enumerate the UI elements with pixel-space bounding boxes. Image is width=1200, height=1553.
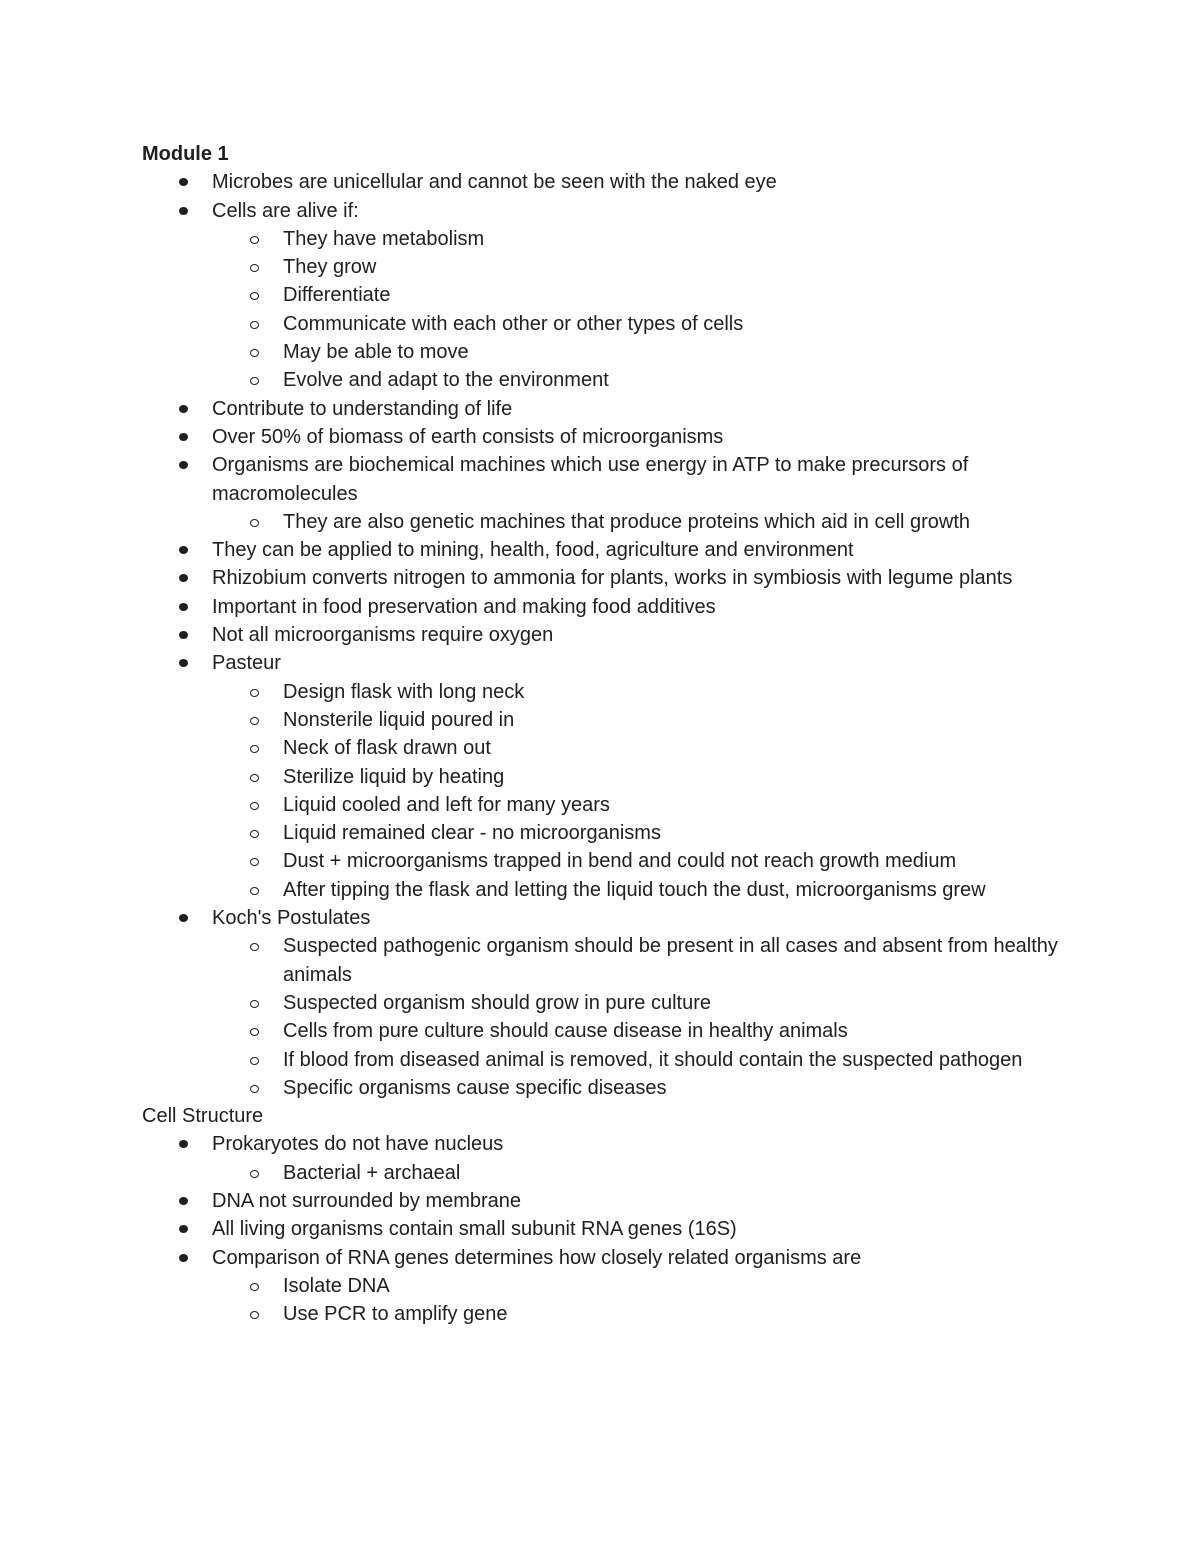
bullet-circle-icon (250, 1028, 259, 1036)
list-item-text: Pasteur (212, 652, 281, 675)
bullet-disc-icon (179, 1254, 188, 1262)
sub-list (212, 1272, 1062, 1329)
sub-list-item-text: Suspected pathogenic organism should be present in all cases and absent from healthy animals (283, 935, 1058, 986)
list-item (142, 904, 1062, 1102)
bullet-disc-icon (179, 631, 188, 639)
bullet-circle-icon (250, 689, 259, 697)
sub-list-item-text: Liquid cooled and left for many years (283, 793, 610, 816)
bullet-disc-icon (179, 659, 188, 667)
bullet-circle-icon (250, 1085, 259, 1093)
sub-list-item (142, 1046, 1062, 1074)
sub-list-item (142, 734, 1062, 762)
bullet-circle-icon (250, 519, 259, 527)
document-page (142, 140, 1062, 1328)
sub-list-item-text: Design flask with long neck (283, 680, 525, 703)
sub-list (212, 678, 1062, 904)
sub-list-item (142, 876, 1062, 904)
bullet-disc-icon (179, 207, 188, 215)
sub-list-item-text: Specific organisms cause specific diseases (283, 1076, 667, 1099)
list-item-text: They can be applied to mining, health, food, agriculture and environment (212, 539, 854, 562)
sub-list-item-text: They grow (283, 256, 377, 279)
sub-list-item-text: Cells from pure culture should cause disease in healthy animals (283, 1020, 848, 1043)
sub-list-item (142, 678, 1062, 706)
bullet-disc-icon (179, 1225, 188, 1233)
bullet-circle-icon (250, 858, 259, 866)
bullet-circle-icon (250, 236, 259, 244)
sub-list-item-text: May be able to move (283, 341, 469, 364)
sub-list-item (142, 225, 1062, 253)
sub-list-item (142, 847, 1062, 875)
bullet-circle-icon (250, 1000, 259, 1008)
list-item-text: Prokaryotes do not have nucleus (212, 1133, 504, 1156)
bullet-disc-icon (179, 461, 188, 469)
list-item-text: Over 50% of biomass of earth consists of microorganisms (212, 425, 724, 448)
module-list (142, 168, 1062, 1102)
list-item (142, 395, 1062, 423)
list-item-text: Comparison of RNA genes determines how closely related organisms are (212, 1246, 862, 1269)
sub-list-item (142, 932, 1062, 989)
bullet-disc-icon (179, 405, 188, 413)
sub-list-item (142, 1300, 1062, 1328)
sub-list-item (142, 508, 1062, 536)
list-item-text: Not all microorganisms require oxygen (212, 624, 554, 647)
sub-list-item-text: Liquid remained clear - no microorganisms (283, 822, 661, 845)
sub-list-item-text: Use PCR to amplify gene (283, 1303, 508, 1326)
sub-list-item (142, 791, 1062, 819)
sub-list-item (142, 310, 1062, 338)
bullet-disc-icon (179, 603, 188, 611)
sub-list-item-text: Nonsterile liquid poured in (283, 708, 515, 731)
bullet-circle-icon (250, 1057, 259, 1065)
list-item-text: Contribute to understanding of life (212, 397, 513, 420)
bullet-circle-icon (250, 264, 259, 272)
list-item-text: Koch's Postulates (212, 907, 371, 930)
sub-list-item-text: Suspected organism should grow in pure culture (283, 991, 712, 1014)
bullet-disc-icon (179, 178, 188, 186)
bullet-circle-icon (250, 292, 259, 300)
bullet-circle-icon (250, 349, 259, 357)
sub-list (212, 225, 1062, 395)
sub-list-item-text: Neck of flask drawn out (283, 737, 491, 760)
list-item-text: Cells are alive if: (212, 199, 359, 222)
sub-list-item-text: Sterilize liquid by heating (283, 765, 505, 788)
list-item (142, 1215, 1062, 1243)
list-item-text: Microbes are unicellular and cannot be seen with the naked eye (212, 171, 777, 194)
cell-structure-heading: Cell Structure (142, 1105, 264, 1128)
sub-list-item-text: They are also genetic machines that produce proteins which aid in cell growth (283, 510, 971, 533)
bullet-circle-icon (250, 745, 259, 753)
sub-list-item (142, 366, 1062, 394)
sub-list-item-text: Isolate DNA (283, 1274, 390, 1297)
sub-list-item (142, 1017, 1062, 1045)
bullet-circle-icon (250, 1311, 259, 1319)
list-item-text: All living organisms contain small subunit RNA genes (16S) (212, 1218, 737, 1241)
sub-list-item (142, 1159, 1062, 1187)
list-item-text: Organisms are biochemical machines which use energy in ATP to make precursors of macromolecules (212, 454, 969, 505)
sub-list (212, 508, 1062, 536)
list-item-text: Important in food preservation and making food additives (212, 595, 716, 618)
bullet-circle-icon (250, 377, 259, 385)
bullet-circle-icon (250, 321, 259, 329)
bullet-circle-icon (250, 943, 259, 951)
cell-structure-list (142, 1130, 1062, 1328)
sub-list-item-text: If blood from diseased animal is removed, it should contain the suspected pathogen (283, 1048, 1023, 1071)
bullet-circle-icon (250, 774, 259, 782)
list-item (142, 536, 1062, 564)
bullet-circle-icon (250, 887, 259, 895)
sub-list-item (142, 763, 1062, 791)
list-item (142, 451, 1062, 536)
bullet-disc-icon (179, 914, 188, 922)
list-item (142, 1244, 1062, 1329)
sub-list-item-text: Communicate with each other or other types of cells (283, 312, 744, 335)
sub-list (212, 932, 1062, 1102)
sub-list-item-text: They have metabolism (283, 227, 485, 250)
bullet-circle-icon (250, 1170, 259, 1178)
list-item (142, 1130, 1062, 1187)
bullet-circle-icon (250, 802, 259, 810)
sub-list-item (142, 989, 1062, 1017)
bullet-circle-icon (250, 1283, 259, 1291)
list-item (142, 621, 1062, 649)
bullet-disc-icon (179, 574, 188, 582)
list-item (142, 649, 1062, 904)
module-heading: Module 1 (142, 143, 229, 165)
sub-list-item (142, 1272, 1062, 1300)
list-item (142, 423, 1062, 451)
sub-list-item (142, 338, 1062, 366)
list-item (142, 197, 1062, 395)
list-item (142, 168, 1062, 196)
list-item-text: DNA not surrounded by membrane (212, 1189, 522, 1212)
list-item-text: Rhizobium converts nitrogen to ammonia for plants, works in symbiosis with legume plants (212, 567, 1013, 590)
sub-list-item (142, 253, 1062, 281)
sub-list-item-text: Bacterial + archaeal (283, 1161, 461, 1184)
sub-list-item-text: Differentiate (283, 284, 391, 307)
bullet-circle-icon (250, 830, 259, 838)
bullet-disc-icon (179, 1197, 188, 1205)
sub-list (212, 1159, 1062, 1187)
sub-list-item-text: Dust + microorganisms trapped in bend and could not reach growth medium (283, 850, 957, 873)
sub-list-item (142, 1074, 1062, 1102)
list-item (142, 564, 1062, 592)
bullet-circle-icon (250, 717, 259, 725)
sub-list-item (142, 706, 1062, 734)
sub-list-item (142, 281, 1062, 309)
bullet-disc-icon (179, 1140, 188, 1148)
bullet-disc-icon (179, 433, 188, 441)
list-item (142, 593, 1062, 621)
bullet-disc-icon (179, 546, 188, 554)
sub-list-item (142, 819, 1062, 847)
sub-list-item-text: After tipping the flask and letting the liquid touch the dust, microorganisms grew (283, 878, 986, 901)
list-item (142, 1187, 1062, 1215)
sub-list-item-text: Evolve and adapt to the environment (283, 369, 609, 392)
